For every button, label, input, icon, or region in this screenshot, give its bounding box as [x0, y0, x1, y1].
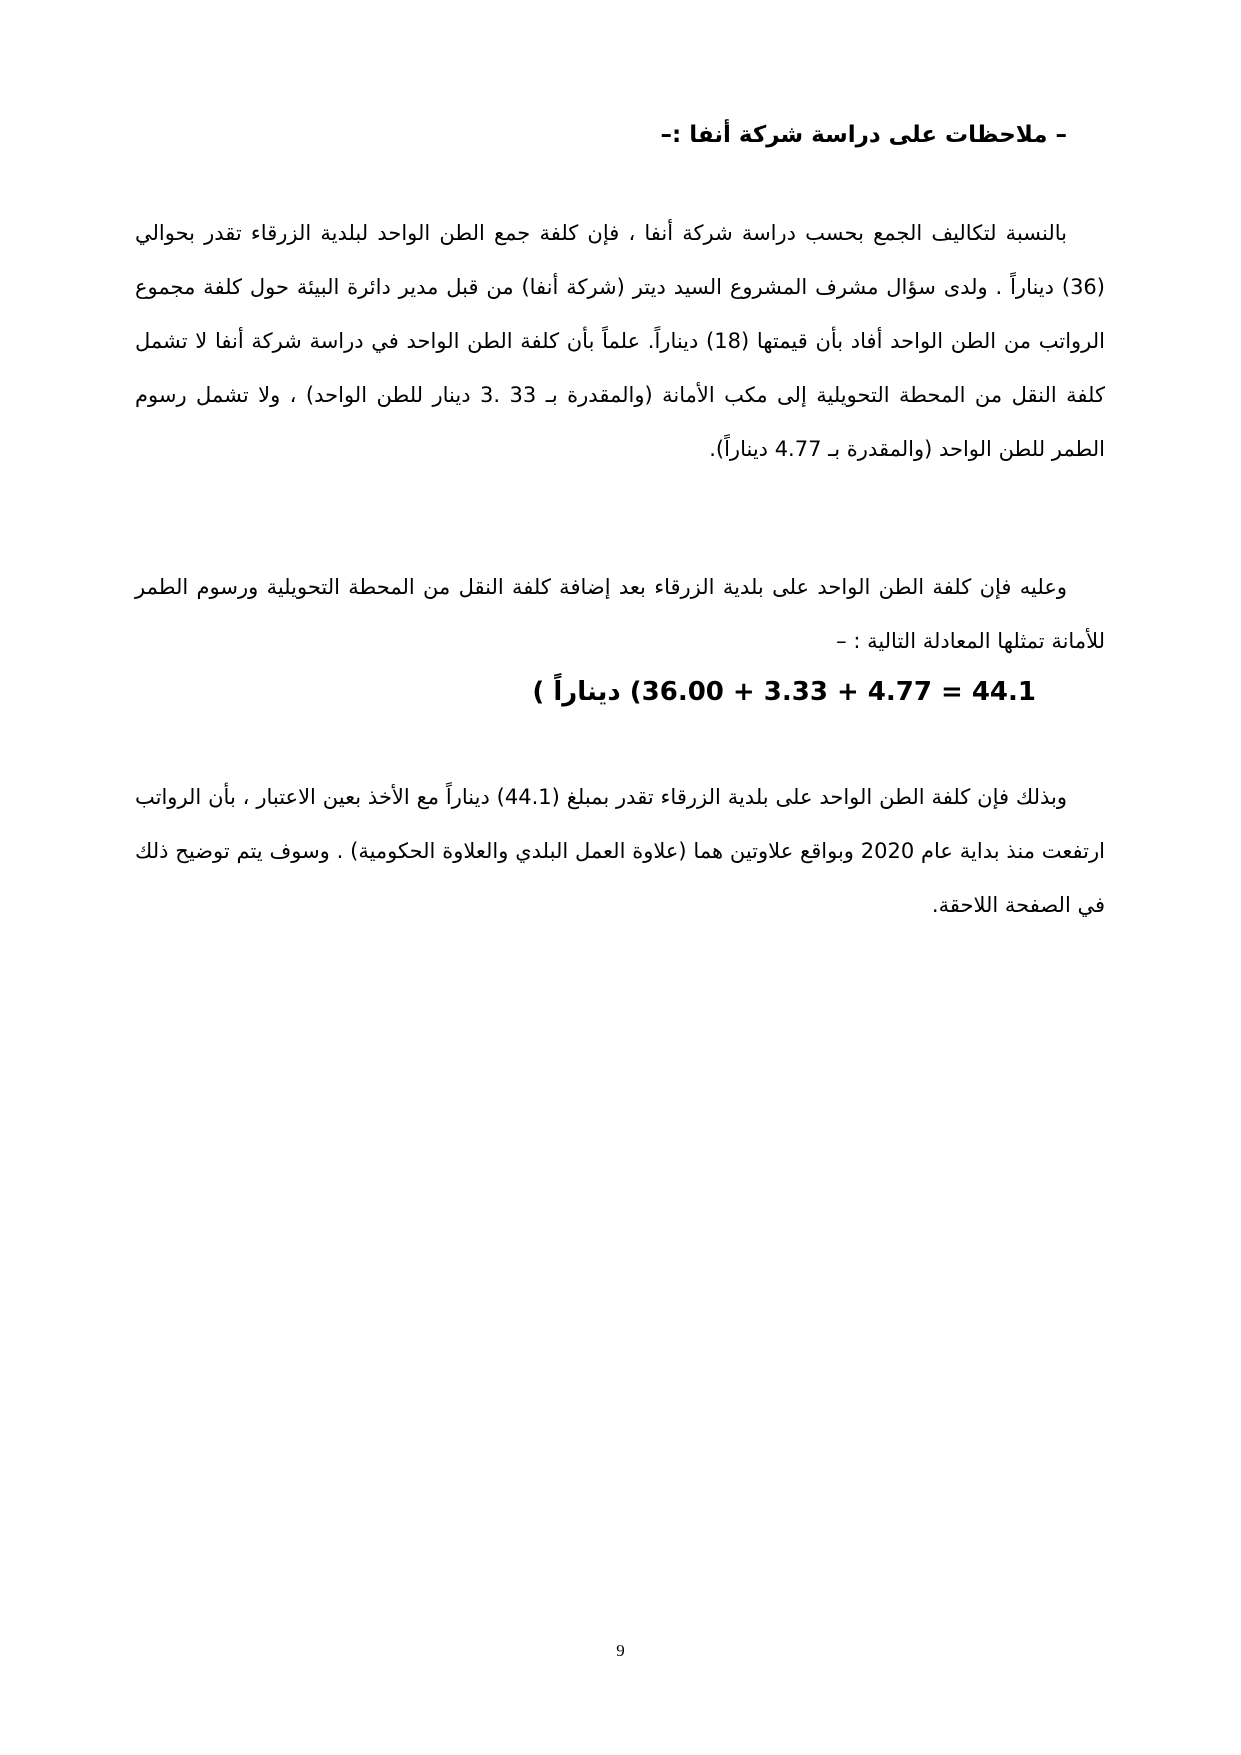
cost-equation — [336, 672, 1036, 712]
paragraph-text: وبذلك فإن كلفة الطن الواحد على بلدية الزرقاء تقدر بمبلغ (44.1) ديناراً مع الأخذ بعين الاعتبار ، بأن الرواتب ارتفعت منذ بداية عام 2020 وبواقع علاوتين هما (علاوة العمل البلدي والعلاوة الحكومية) . وسوف يتم توضيح ذلك في الصفحة اللاحقة. — [135, 785, 1105, 917]
paragraph-conclusion — [135, 770, 1105, 932]
paragraph-text: وعليه فإن كلفة الطن الواحد على بلدية الزرقاء بعد إضافة كلفة النقل من المحطة التحويلية ورسوم الطمر للأمانة تمثلها المعادلة التالية : – — [135, 575, 1105, 653]
equation-unit: ديناراً ) — [532, 677, 621, 707]
paragraph-equation-intro — [135, 560, 1105, 668]
paragraph-collection-costs — [135, 206, 1105, 476]
paragraph-text: بالنسبة لتكاليف الجمع بحسب دراسة شركة أنفا ، فإن كلفة جمع الطن الواحد لبلدية الزرقاء تقدر بحوالي (36) ديناراً . ولدى سؤال مشرف المشروع السيد ديتر (شركة أنفا) من قبل مدير دائرة البيئة حول كلفة مجموع الرواتب من الطن الواحد أفاد بأن قيمتها (18) ديناراً. علماً بأن كلفة الطن الواحد في دراسة شركة أنفا لا تشمل كلفة النقل من المحطة التحويلية إلى مكب الأمانة (والمقدرة بـ 33 .3 دينار للطن الواحد) ، ولا تشمل رسوم الطمر للطن الواحد (والمقدرة بـ 4.77 ديناراً). — [135, 221, 1105, 461]
page-number: 9 — [616, 1641, 625, 1660]
section-heading: – ملاحظات على دراسة شركة أنفا :– — [660, 122, 1067, 148]
equation-numeric: (36.00 + 3.33 + 4.77 = 44.1 — [629, 677, 1036, 707]
